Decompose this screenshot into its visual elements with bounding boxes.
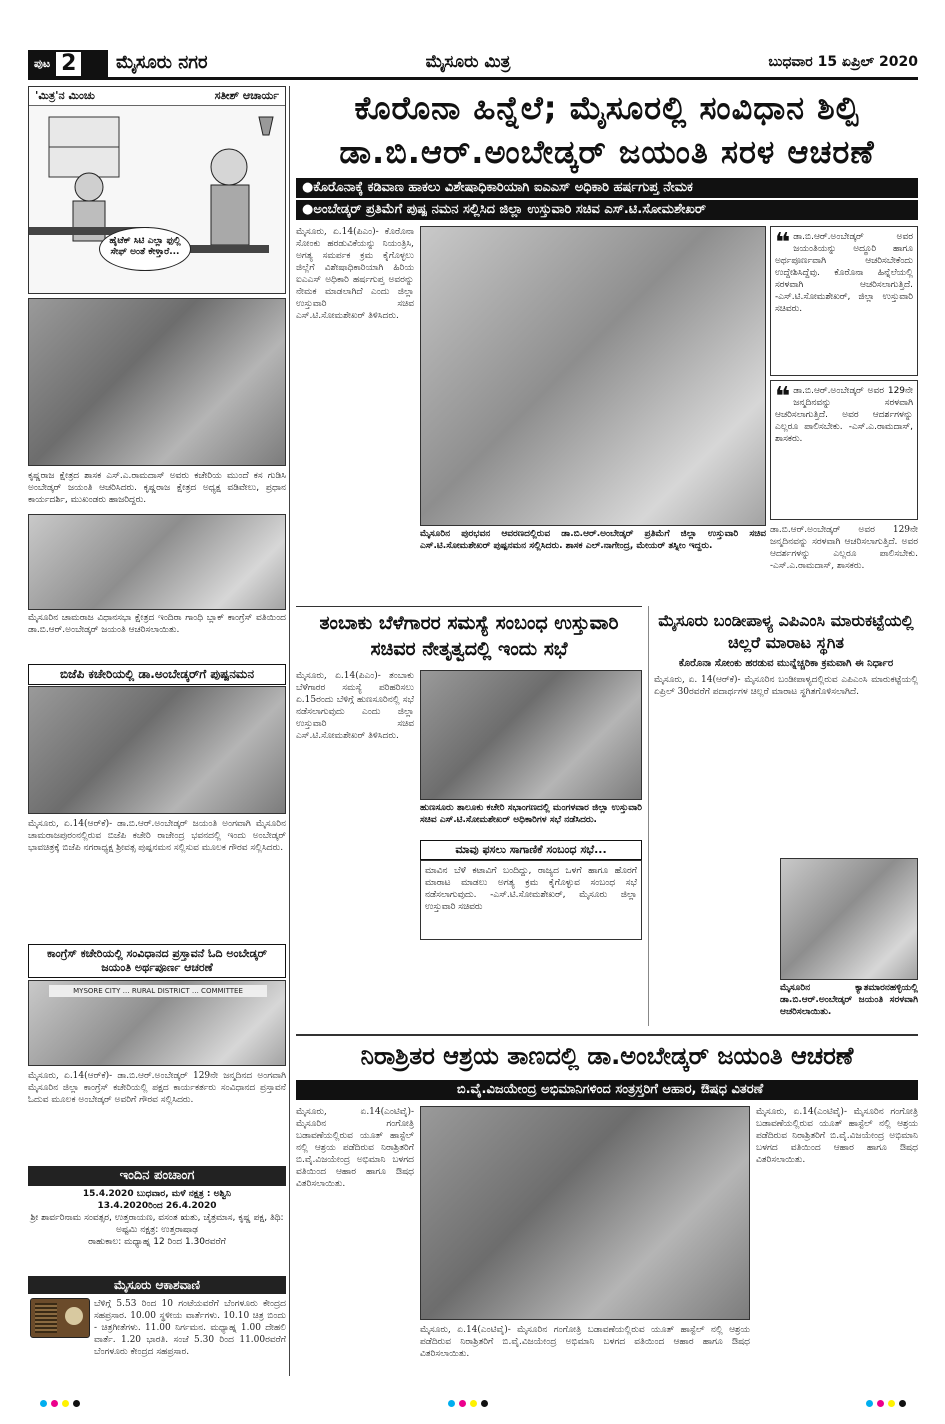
photo-caption: ಮೈಸೂರಿನ ಚಾಮರಾಜ ವಿಧಾನಸಭಾ ಕ್ಷೇತ್ರದ ಇಂದಿರಾ ಗಾಂಧಿ ಬ್ಲಾಕ್ ಕಾಂಗ್ರೆಸ್ ವತಿಯಿಂದ ಡಾ.ಬಿ.ಆರ್.ಅಂಬೇಡ್ಕರ್ ಜಯಂತಿ ಆಚರಿಸಲಾಯಿತು. [28, 613, 286, 635]
panchanga-date: 15.4.2020 ಬುಧವಾರ, ಮಳೆ ನಕ್ಷತ್ರ : ಅಶ್ವಿನಿ [82, 1189, 232, 1199]
yellow-dot [62, 1400, 69, 1407]
panchanga-box [28, 1188, 286, 1248]
photo-ambedkar-statue [420, 226, 766, 526]
main-area [296, 86, 918, 1376]
main-headline-line1: ಕೊರೊನಾ ಹಿನ್ನೆಲೆ; ಮೈಸೂರಲ್ಲಿ ಸಂವಿಧಾನ ಶಿಲ್ಪಿ [354, 89, 860, 127]
main-headline [296, 86, 918, 176]
print-registration-marks [448, 1400, 488, 1407]
speech-bubble: ಹೈಟೆಕ್ ಸಿಟಿ ಎಲ್ಲಾ ಫುಲ್ಲಿ ಸೇಫ್ ಅಂತೆ ಕೇಳ್ತಾರೆ... [99, 227, 191, 271]
magenta-dot [51, 1400, 58, 1407]
photo-congress-office [28, 980, 286, 1066]
print-registration-marks [40, 1400, 80, 1407]
highlight-bullet: ●ಅಂಬೇಡ್ಕರ್ ಪ್ರತಿಮೆಗೆ ಪುಷ್ಪ ನಮನ ಸಲ್ಲಿಸಿದ ಜಿಲ್ಲಾ ಉಸ್ತುವಾರಿ ಸಚಿವ ಎಸ್.ಟಿ.ಸೋಮಶೇಖರ್ [296, 200, 918, 220]
magenta-dot [877, 1400, 884, 1407]
divider [296, 606, 642, 607]
quote-box [770, 380, 918, 520]
shelter-article-body [296, 1106, 414, 1376]
radio-icon [30, 1298, 90, 1338]
congress-banner: MYSORE CITY … RURAL DISTRICT … COMMITTEE [49, 985, 267, 997]
cyan-dot [866, 1400, 873, 1407]
tobacco-article-text: ಮೈಸೂರು, ಏ.14(ಪಿಎಂ)- ತಂಬಾಕು ಬೆಳೆಗಾರರ ಸಮಸ್ಯೆ ಪರಿಹರಿಸಲು ಏ.15ರಂದು ಬೆಳಿಗ್ಗೆ ಹುಣಸೂರಿನಲ್ಲಿ ಸಭೆ ನಡೆಸಲಾಗುವುದು ಎಂದು ಜಿಲ್ಲಾ ಉಸ್ತುವಾರಿ ಸಚಿವ ಎಸ್.ಟಿ.ಸೋಮಶೇಖರ್ ತಿಳಿಸಿದರು. [296, 671, 414, 741]
shelter-article-text: ಮೈಸೂರು, ಏ.14(ಎಂಟಿವೈ)- ಮೈಸೂರಿನ ಗಂಗೋತ್ರಿ ಬಡಾವಣೆಯಲ್ಲಿರುವ ಯೂತ್ ಹಾಸ್ಟೆಲ್ ನಲ್ಲಿ ಆಶ್ರಯ ಪಡೆದಿರುವ ನಿರಾಶ್ರಿತರಿಗೆ ಬಿ.ವೈ.ವಿಜಯೇಂದ್ರ ಅಭಿಮಾನಿ ಬಳಗದ ವತಿಯಿಂದ ಆಹಾರ ಹಾಗೂ ಔಷಧ ವಿತರಿಸಲಾಯಿತು. [420, 1325, 750, 1359]
photo-congress-block [28, 514, 286, 610]
tobacco-photo-caption: ಹುಣಸೂರು ತಾಲೂಕು ಕಚೇರಿ ಸಭಾಂಗಣದಲ್ಲಿ ಮಂಗಳವಾರ ಜಿಲ್ಲಾ ಉಸ್ತುವಾರಿ ಸಚಿವ ಎಸ್.ಟಿ.ಸೋಮಶೇಖರ್ ಅಧಿಕಾರಿಗಳ ಸಭೆ ನಡೆಸಿದರು. [420, 803, 642, 825]
photo-shelter-distribution [420, 1106, 750, 1320]
tobacco-headline: ತಂಬಾಕು ಬೆಳೆಗಾರರ ಸಮಸ್ಯೆ ಸಂಬಂಧ ಉಸ್ತುವಾರಿ ಸಚಿವರ ನೇತೃತ್ವದಲ್ಲಿ ಇಂದು ಸಭೆ [319, 612, 619, 660]
bjp-heading: ಬಿಜೆಪಿ ಕಚೇರಿಯಲ್ಲಿ ಡಾ.ಅಂಬೇಡ್ಕರ್‌ಗೆ ಪುಷ್ಪನಮನ [28, 664, 286, 685]
lead-article-body [296, 226, 414, 556]
quote-icon: ❝ [775, 228, 791, 258]
radio-title: ಮೈಸೂರು ಆಕಾಶವಾಣಿ [28, 1276, 286, 1294]
highlight-bullet: ●ಕೊರೊನಾಕ್ಕೆ ಕಡಿವಾಣ ಹಾಕಲು ವಿಶೇಷಾಧಿಕಾರಿಯಾಗಿ ಐಎಎಸ್ ಅಧಿಕಾರಿ ಹರ್ಷಗುಪ್ತ ನೇಮಕ [296, 178, 918, 198]
issue-date: ಬುಧವಾರ 15 ಏಪ್ರಿಲ್ 2020 [768, 54, 918, 70]
cartoon-title: 'ಮಿತ್ರ'ನ ಮಿಂಚು [35, 89, 95, 102]
print-registration-marks [866, 1400, 906, 1407]
page-label: ಪುಟ [34, 57, 51, 70]
shelter-article-text: ಮೈಸೂರು, ಏ.14(ಎಂಟಿವೈ)- ಮೈಸೂರಿನ ಗಂಗೋತ್ರಿ ಬಡಾವಣೆಯಲ್ಲಿರುವ ಯೂತ್ ಹಾಸ್ಟೆಲ್ ನಲ್ಲಿ ಆಶ್ರಯ ಪಡೆದಿರುವ ನಿರಾಶ್ರಿತರಿಗೆ ಬಿ.ವೈ.ವಿಜಯೇಂದ್ರ ಅಭಿಮಾನಿ ಬಳಗದ ವತಿಯಿಂದ ಆಹಾರ ಹಾಗೂ ಔಷಧ ವಿತರಿಸಲಾಯಿತು. [756, 1107, 918, 1165]
panchanga-title: ಇಂದಿನ ಪಂಚಾಂಗ [28, 1166, 286, 1186]
tobacco-article-body [296, 670, 414, 886]
lead-photo-caption: ಮೈಸೂರಿನ ಪುರಭವನ ಆವರಣದಲ್ಲಿರುವ ಡಾ.ಬಿ.ಆರ್.ಅಂಬೇಡ್ಕರ್ ಪ್ರತಿಮೆಗೆ ಜಿಲ್ಲಾ ಉಸ್ತುವಾರಿ ಸಚಿವ ಎಸ್.ಟಿ.ಸೋಮಶೇಖರ್ ಪುಷ್ಪನಮನ ಸಲ್ಲಿಸಿದರು. ಶಾಸಕ ಎಲ್.ನಾಗೇಂದ್ರ, ಮೇಯರ್ ತಸ್ನೀಂ ಇದ್ದರು. [420, 529, 766, 551]
mango-heading: ಮಾವು ಫಸಲು ಸಾಗಾಣಿಕೆ ಸಂಬಂಧ ಸಭೆ... [420, 840, 642, 860]
page-number: 2 [56, 52, 81, 76]
shelter-article-continued [420, 1324, 750, 1376]
bjp-article-body [28, 818, 286, 938]
quote-text: ಡಾ.ಬಿ.ಆರ್.ಅಂಬೇಡ್ಕರ್ ಅವರ 129ನೇ ಜನ್ಮದಿನವನ್ನು ಸರಳವಾಗಿ ಆಚರಿಸಲಾಗುತ್ತಿದೆ. ಅವರ ಆದರ್ಶಗಳನ್ನು ಎಲ್ಲರೂ ಪಾಲಿಸಬೇಕು. -ಎಸ್.ಎ.ರಾಮದಾಸ್, ಶಾಸಕರು. [775, 386, 913, 444]
shelter-article-text: ಮೈಸೂರು, ಏ.14(ಎಂಟಿವೈ)- ಮೈಸೂರಿನ ಗಂಗೋತ್ರಿ ಬಡಾವಣೆಯಲ್ಲಿರುವ ಯೂತ್ ಹಾಸ್ಟೆಲ್ ನಲ್ಲಿ ಆಶ್ರಯ ಪಡೆದಿರುವ ನಿರಾಶ್ರಿತರಿಗೆ ಬಿ.ವೈ.ವಿಜಯೇಂದ್ರ ಅಭಿಮಾನಿ ಬಳಗದ ವತಿಯಿಂದ ಆಹಾರ ಹಾಗೂ ಔಷಧ ವಿತರಿಸಲಾಯಿತು. [296, 1107, 414, 1189]
yellow-dot [888, 1400, 895, 1407]
magenta-dot [459, 1400, 466, 1407]
photo-caption: ಕೃಷ್ಣರಾಜ ಕ್ಷೇತ್ರದ ಶಾಸಕ ಎಸ್.ಎ.ರಾಮದಾಸ್ ಅವರು ಕಚೇರಿಯ ಮುಂದೆ ಕಸ ಗುಡಿಸಿ ಅಂಬೇಡ್ಕರ್ ಜಯಂತಿ ಆಚರಿಸಿದರು. ಕೃಷ್ಣರಾಜ ಕ್ಷೇತ್ರದ ಅಧ್ಯಕ್ಷ ವಡಿವೇಲು, ಪ್ರಧಾನ ಕಾರ್ಯದರ್ಶಿ, ಮುಖಂಡರು ಹಾಜರಿದ್ದರು. [28, 471, 286, 505]
congress-article-body [28, 1070, 286, 1162]
left-column [28, 86, 290, 1376]
lead-article-text: ಮೈಸೂರು, ಏ.14(ಪಿಎಂ)- ಕೊರೊನಾ ಸೋಂಕು ಹರಡುವಿಕೆಯನ್ನು ನಿಯಂತ್ರಿಸಿ, ಅಗತ್ಯ ಸಮರ್ಪಕ ಕ್ರಮ ಕೈಗೊಳ್ಳಲು ಜಿಲ್ಲೆಗೆ ವಿಶೇಷಾಧಿಕಾರಿಯಾಗಿ ಹಿರಿಯ ಐಎಎಸ್ ಅಧಿಕಾರಿ ಹರ್ಷಗುಪ್ತ ಅವರನ್ನು ನೇಮಕ ಮಾಡಲಾಗಿದೆ ಎಂದು ಜಿಲ್ಲಾ ಉಸ್ತುವಾರಿ ಸಚಿವ ಎಸ್.ಟಿ.ಸೋಮಶೇಖರ್ ತಿಳಿಸಿದರು. [296, 227, 414, 321]
main-headline-line2: ಡಾ.ಬಿ.ಆರ್.ಅಂಬೇಡ್ಕರ್ ಜಯಂತಿ ಸರಳ ಆಚರಣೆ [339, 133, 875, 171]
section-name: ಮೈಸೂರು ನಗರ [116, 52, 208, 73]
divider [648, 606, 649, 1026]
photo-tobacco-meeting [420, 670, 642, 800]
black-dot [73, 1400, 80, 1407]
cartoon-artist: ಸತೀಶ್ ಆಚಾರ್ಯ [214, 89, 279, 102]
radio-schedule: ಬೆಳಿಗ್ಗೆ 5.53 ರಿಂದ 10 ಗಂಟೆಯವರೆಗೆ ಬೆಂಗಳೂರು ಕೇಂದ್ರದ ಸಹಪ್ರಸಾರ. 10.00 ಸ್ಥಳೀಯ ವಾರ್ತೆಗಳು. 10.10 ಚಿತ್ರ ಬಿಂದು - ಚಿತ್ರಗೀತೆಗಳು. 11.00 ನಿರ್ಗಮನ. ಮಧ್ಯಾಹ್ನ 1.00 ದೇಹಲಿ ವಾರ್ತೆ. 1.20 ಭಾರತಿ. ಸಂಜೆ 5.30 ರಿಂದ 11.00ರವರೆಗೆ ಬೆಂಗಳೂರು ಕೇಂದ್ರದ ಸಹಪ್ರಸಾರ. [94, 1299, 286, 1357]
black-dot [899, 1400, 906, 1407]
panchanga-rahukala: ರಾಹುಕಾಲ: ಮಧ್ಯಾಹ್ನ 12 ರಿಂದ 1.30ರವರೆಗೆ [88, 1237, 226, 1247]
photo-bjp-office [28, 686, 286, 814]
panchanga-details: ಶ್ರೀ ಶಾರ್ವರಿನಾಮ ಸಂವತ್ಸರ, ಉತ್ತರಾಯಣ, ವಸಂತ ಋತು, ಚೈತ್ರಮಾಸ, ಕೃಷ್ಣ ಪಕ್ಷ, ತಿಥಿ: ಅಷ್ಟಮಿ ನಕ್ಷತ್ರ: ಉತ್ತರಾಷಾಢ [30, 1213, 284, 1235]
quote-icon: ❝ [775, 382, 791, 412]
congress-article-text: ಮೈಸೂರು, ಏ.14(ಆರ್‌ಕೆ)- ಡಾ.ಬಿ.ಆರ್.ಅಂಬೇಡ್ಕರ್ 129ನೇ ಜನ್ಮದಿನದ ಅಂಗವಾಗಿ ಮೈಸೂರಿನ ಜಿಲ್ಲಾ ಕಾಂಗ್ರೆಸ್ ಕಚೇರಿಯಲ್ಲಿ ಪಕ್ಷದ ಕಾರ್ಯಕರ್ತರು ಸಂವಿಧಾನದ ಪ್ರಸ್ತಾವನೆ ಓದುವ ಮೂಲಕ ಅಂಬೇಡ್ಕರ್ ಅವರಿಗೆ ಗೌರವ ಸಲ್ಲಿಸಿದರು. [28, 1071, 286, 1105]
black-dot [481, 1400, 488, 1407]
cartoon [28, 86, 286, 294]
shelter-article-side [756, 1106, 918, 1376]
apmc-headline: ಮೈಸೂರು ಬಂಡೀಪಾಳ್ಯ ಎಪಿಎಂಸಿ ಮಾರುಕಟ್ಟೆಯಲ್ಲಿ ಚಿಲ್ಲರೆ ಮಾರಾಟ ಸ್ಥಗಿತ [658, 611, 914, 652]
page-header [28, 48, 918, 80]
cyan-dot [448, 1400, 455, 1407]
paper-name: ಮೈಸೂರು ಮಿತ್ರ [425, 52, 511, 72]
quote-text: ಡಾ.ಬಿ.ಆರ್.ಅಂಬೇಡ್ಕರ್ ಅವರ 129ನೇ ಜನ್ಮದಿನವನ್ನು ಸರಳವಾಗಿ ಆಚರಿಸಲಾಗುತ್ತಿದೆ. ಅವರ ಆದರ್ಶಗಳನ್ನು ಎಲ್ಲರೂ ಪಾಲಿಸಬೇಕು. -ಎಸ್.ಎ.ರಾಮದಾಸ್, ಶಾಸಕರು. [770, 525, 918, 571]
quote-text: ಡಾ.ಬಿ.ಆರ್.ಅಂಬೇಡ್ಕರ್ ಅವರ ಜಯಂತಿಯನ್ನು ಅದ್ಧೂರಿ ಹಾಗೂ ಅರ್ಥಪೂರ್ಣವಾಗಿ ಆಚರಿಸಬೇಕೆಂದು ಉದ್ದೇಶಿಸಿದ್ದೆವು. ಕೊರೊನಾ ಹಿನ್ನೆಲೆಯಲ್ಲಿ ಸರಳವಾಗಿ ಆಚರಿಸಲಾಗುತ್ತಿದೆ. -ಎಸ್.ಟಿ.ಸೋಮಶೇಖರ್, ಜಿಲ್ಲಾ ಉಸ್ತುವಾರಿ ಸಚಿವರು. [775, 232, 913, 314]
cyan-dot [40, 1400, 47, 1407]
mango-box: ಮಾವಿನ ಬೆಳೆ ಕಟಾವಿಗೆ ಬಂದಿದ್ದು, ರಾಜ್ಯದ ಒಳಗೆ ಹಾಗೂ ಹೊರಗೆ ಮಾರಾಟ ಮಾಡಲು ಅಗತ್ಯ ಕ್ರಮ ಕೈಗೊಳ್ಳುವ ಸಂಬಂಧ ಸಭೆ ನಡೆಸಲಾಗುವುದು. -ಎಸ್.ಟಿ.ಸೋಮಶೇಖರ್, ಮೈಸೂರು ಜಿಲ್ಲಾ ಉಸ್ತುವಾರಿ ಸಚಿವರು [420, 860, 642, 940]
photo-sweeping [28, 298, 286, 466]
photo-apmc [780, 858, 918, 980]
bjp-article-text: ಮೈಸೂರು, ಏ.14(ಆರ್‌ಕೆ)- ಡಾ.ಬಿ.ಆರ್.ಅಂಬೇಡ್ಕರ್ ಜಯಂತಿ ಅಂಗವಾಗಿ ಮೈಸೂರಿನ ಚಾಮರಾಜಪುರಂನಲ್ಲಿರುವ ಬಿಜೆಪಿ ಕಚೇರಿ ರಾಜೇಂದ್ರ ಭವನದಲ್ಲಿ ಇಂದು ಅಂಬೇಡ್ಕರ್ ಭಾವಚಿತ್ರಕ್ಕೆ ಬಿಜೆಪಿ ನಗರಾಧ್ಯಕ್ಷ ಶ್ರೀವತ್ಸ ಪುಷ್ಪನಮನ ಸಲ್ಲಿಸುವ ಮೂಲಕ ಗೌರವ ಸಲ್ಲಿಸಿದರು. [28, 819, 286, 853]
apmc-article-body [654, 674, 918, 854]
apmc-photo-caption: ಮೈಸೂರಿನ ಕ್ಯಾತಮಾರನಹಳ್ಳಿಯಲ್ಲಿ ಡಾ.ಬಿ.ಆರ್.ಅಂಬೇಡ್ಕರ್ ಜಯಂತಿ ಸರಳವಾಗಿ ಆಚರಿಸಲಾಯಿತು. [780, 983, 918, 1017]
page-number-badge [28, 50, 108, 78]
apmc-article-text: ಮೈಸೂರು, ಏ. 14(ಆರ್‌ಕೆ)- ಮೈಸೂರಿನ ಬಂಡೀಪಾಳ್ಯದಲ್ಲಿರುವ ಎಪಿಎಂಸಿ ಮಾರುಕಟ್ಟೆಯಲ್ಲಿ ಏಪ್ರಿಲ್ 30ರವರೆಗೆ ಪದಾರ್ಥಗಳ ಚಿಲ್ಲರೆ ಮಾರಾಟ ಸ್ಥಗಿತಗೊಳಿಸಲಾಗಿದೆ. [654, 675, 918, 697]
panchanga-range: 13.4.2020ರಿಂದ 26.4.2020 [97, 1201, 217, 1211]
shelter-subheadline: ಬಿ.ವೈ.ವಿಜಯೇಂದ್ರ ಅಭಿಮಾನಿಗಳಿಂದ ಸಂತ್ರಸ್ತರಿಗೆ ಆಹಾರ, ಔಷಧ ವಿತರಣೆ [296, 1080, 918, 1100]
continued-text [770, 524, 918, 604]
yellow-dot [470, 1400, 477, 1407]
congress-heading: ಕಾಂಗ್ರೆಸ್ ಕಚೇರಿಯಲ್ಲಿ ಸಂವಿಧಾನದ ಪ್ರಸ್ತಾವನೆ ಓದಿ ಅಂಬೇಡ್ಕರ್ ಜಯಂತಿ ಅರ್ಥಪೂರ್ಣ ಆಚರಣೆ [28, 944, 286, 978]
quote-box [770, 226, 918, 376]
apmc-kicker: ಕೊರೊನಾ ಸೋಂಕು ಹರಡುವ ಮುನ್ನೆಚ್ಚರಿಕಾ ಕ್ರಮವಾಗಿ ಈ ನಿರ್ಧಾರ [678, 658, 894, 669]
shelter-headline: ನಿರಾಶ್ರಿತರ ಆಶ್ರಯ ತಾಣದಲ್ಲಿ ಡಾ.ಅಂಬೇಡ್ಕರ್ ಜಯಂತಿ ಆಚರಣೆ [360, 1042, 854, 1070]
